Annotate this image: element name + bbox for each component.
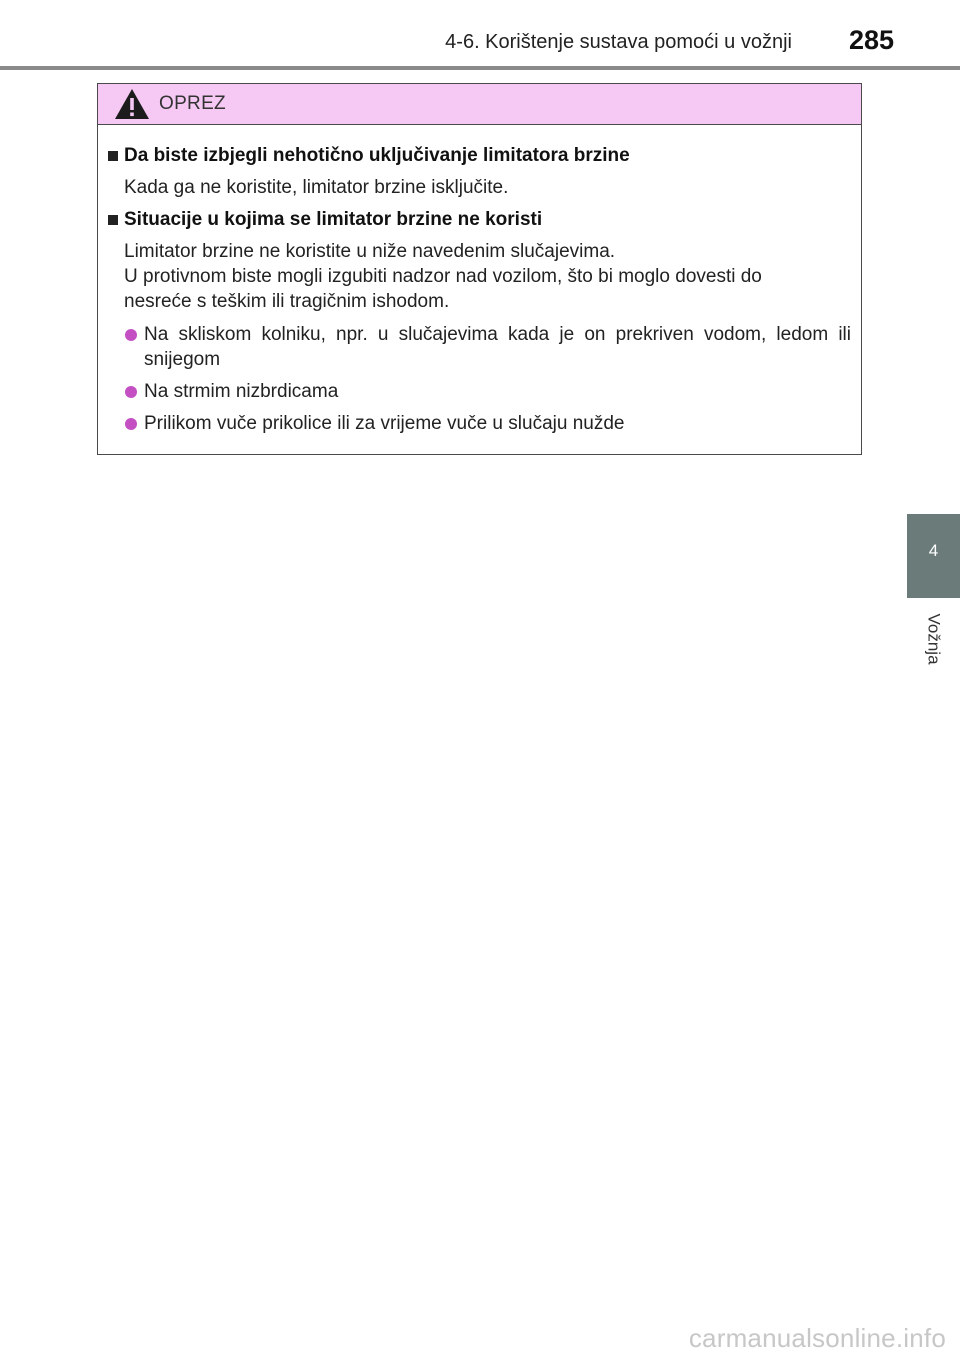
page-number: 285 <box>848 25 894 55</box>
section-heading <box>108 207 851 232</box>
list-item <box>124 411 851 436</box>
chapter-tab <box>907 514 960 598</box>
section-text-line: nesreće s teškim ili tragičnim ishodom. <box>124 291 450 312</box>
section-heading-text: Da biste izbjegli nehotično uključivanje limitatora brzine <box>124 145 630 166</box>
warning-triangle-icon <box>114 88 150 120</box>
section-text-line: U protivnom biste mogli izgubiti nadzor nad vozilom, što bi moglo dovesti do <box>124 266 762 287</box>
chapter-number: 4 <box>928 541 939 560</box>
caution-section <box>108 207 851 436</box>
bullet-dot-icon <box>125 386 137 398</box>
section-text <box>108 239 851 314</box>
square-bullet-icon <box>108 215 118 225</box>
bullet-list <box>108 322 851 436</box>
list-item-text: Na strmim nizbrdicama <box>144 381 339 402</box>
bullet-dot-icon <box>125 329 137 341</box>
caution-body <box>98 125 861 436</box>
watermark: carmanualsonline.info <box>688 1323 946 1353</box>
page-header-title: 4-6. Korištenje sustava pomoći u vožnji <box>445 31 792 53</box>
square-bullet-icon <box>108 151 118 161</box>
section-text: Kada ga ne koristite, limitator brzine isključite. <box>124 177 509 198</box>
bullet-dot-icon <box>125 418 137 430</box>
header-divider <box>0 66 960 70</box>
caution-section <box>108 143 851 200</box>
list-item <box>124 379 851 404</box>
caution-label: OPREZ <box>159 93 226 114</box>
list-item-text: Prilikom vuče prikolice ili za vrijeme vuče u slučaju nužde <box>144 413 625 434</box>
list-item-text: Na skliskom kolniku, npr. u slučajevima kada je on prekriven vodom, ledom ili snijegom <box>144 324 851 370</box>
section-heading <box>108 143 851 168</box>
section-heading-text: Situacije u kojima se limitator brzine ne koristi <box>124 209 543 230</box>
section-text-line: Limitator brzine ne koristite u niže navedenim slučajevima. <box>124 241 616 262</box>
list-item <box>124 322 851 372</box>
caution-header <box>98 84 861 125</box>
caution-box <box>97 83 862 455</box>
chapter-label: Vožnja <box>924 613 944 665</box>
chapter-label-container <box>907 606 960 672</box>
